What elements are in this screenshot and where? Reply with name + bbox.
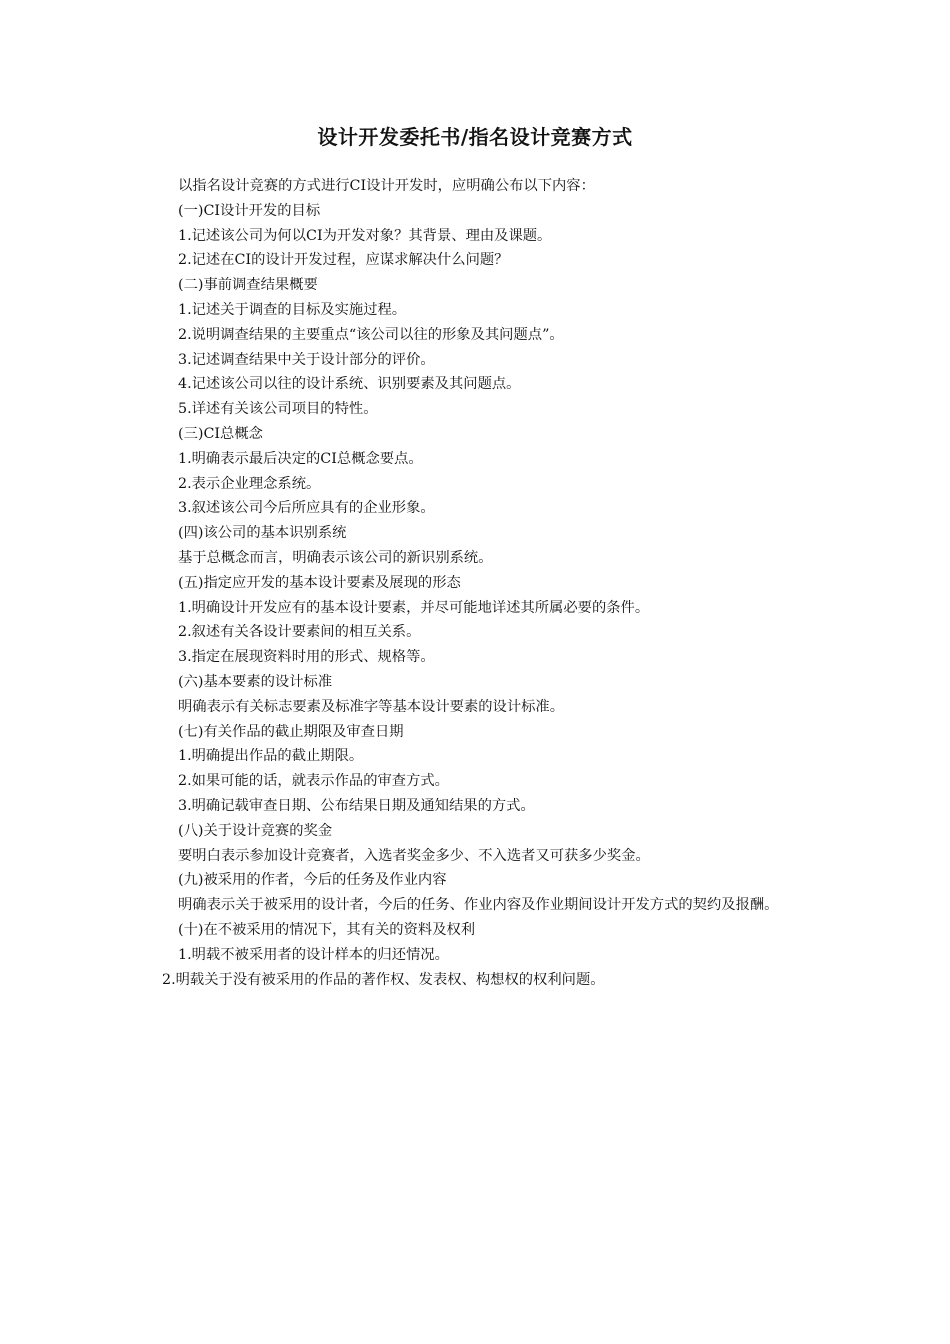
list-item: 5.详述有关该公司项目的特性。 [178, 401, 378, 418]
paragraph: 以指名设计竞赛的方式进行CI设计开发时，应明确公布以下内容： [178, 178, 595, 194]
section-heading: (十)在不被采用的情况下，其有关的资料及权利 [178, 921, 476, 938]
list-item: 2.说明调查结果的主要重点“该公司以往的形象及其问题点”。 [178, 326, 564, 343]
document-title: 设计开发委托书/指名设计竞赛方式 [317, 125, 633, 149]
section-heading: (六)基本要素的设计标准 [178, 673, 333, 690]
list-item: 2.叙述有关各设计要素间的相互关系。 [178, 624, 421, 641]
list-item: 3.记述调查结果中关于设计部分的评价。 [178, 351, 435, 368]
list-item: 1.明确表示最后决定的CI总概念要点。 [178, 450, 423, 467]
paragraph: 明确表示关于被采用的设计者，今后的任务、作业内容及作业期间设计开发方式的契约及报酬。 [178, 897, 779, 914]
section-heading: (三)CI总概念 [178, 425, 263, 442]
list-item: 2.记述在CI的设计开发过程，应谋求解决什么问题？ [178, 252, 509, 269]
list-item: 1.记述关于调查的目标及实施过程。 [178, 301, 407, 318]
paragraph: 明确表示有关标志要素及标准字等基本设计要素的设计标准。 [178, 698, 565, 715]
paragraph: 基于总概念而言，明确表示该公司的新识别系统。 [178, 549, 493, 566]
document-body [145, 174, 815, 992]
list-item: 1.记述该公司为何以CI为开发对象？其背景、理由及课题。 [178, 227, 552, 244]
list-item: 3.指定在展现资料时用的形式、规格等。 [178, 649, 435, 666]
list-item: 2.如果可能的话，就表示作品的审查方式。 [178, 773, 449, 790]
list-item: 2.明载关于没有被采用的作品的著作权、发表权、构想权的权利问题。 [162, 971, 605, 988]
list-item: 2.表示企业理念系统。 [178, 475, 321, 492]
list-item: 4.记述该公司以往的设计系统、识别要素及其问题点。 [178, 376, 521, 393]
list-item: 3.叙述该公司今后所应具有的企业形象。 [178, 500, 435, 517]
section-heading: (五)指定应开发的基本设计要素及展现的形态 [178, 574, 461, 591]
section-heading: (九)被采用的作者，今后的任务及作业内容 [178, 872, 447, 889]
section-heading: (四)该公司的基本识别系统 [178, 525, 347, 542]
section-heading: (八)关于设计竞赛的奖金 [178, 822, 333, 839]
list-item: 1.明确设计开发应有的基本设计要素，并尽可能地详述其所属必要的条件。 [178, 599, 650, 616]
list-item: 1.明确提出作品的截止期限。 [178, 748, 364, 765]
paragraph: 要明白表示参加设计竞赛者，入选者奖金多少、不入选者又可获多少奖金。 [178, 847, 650, 864]
section-heading: (一)CI设计开发的目标 [178, 202, 321, 219]
list-item: 1.明载不被采用者的设计样本的归还情况。 [178, 946, 449, 963]
list-item: 3.明确记载审查日期、公布结果日期及通知结果的方式。 [178, 797, 535, 814]
section-heading: (二)事前调查结果概要 [178, 277, 318, 294]
section-heading: (七)有关作品的截止期限及审查日期 [178, 723, 404, 740]
